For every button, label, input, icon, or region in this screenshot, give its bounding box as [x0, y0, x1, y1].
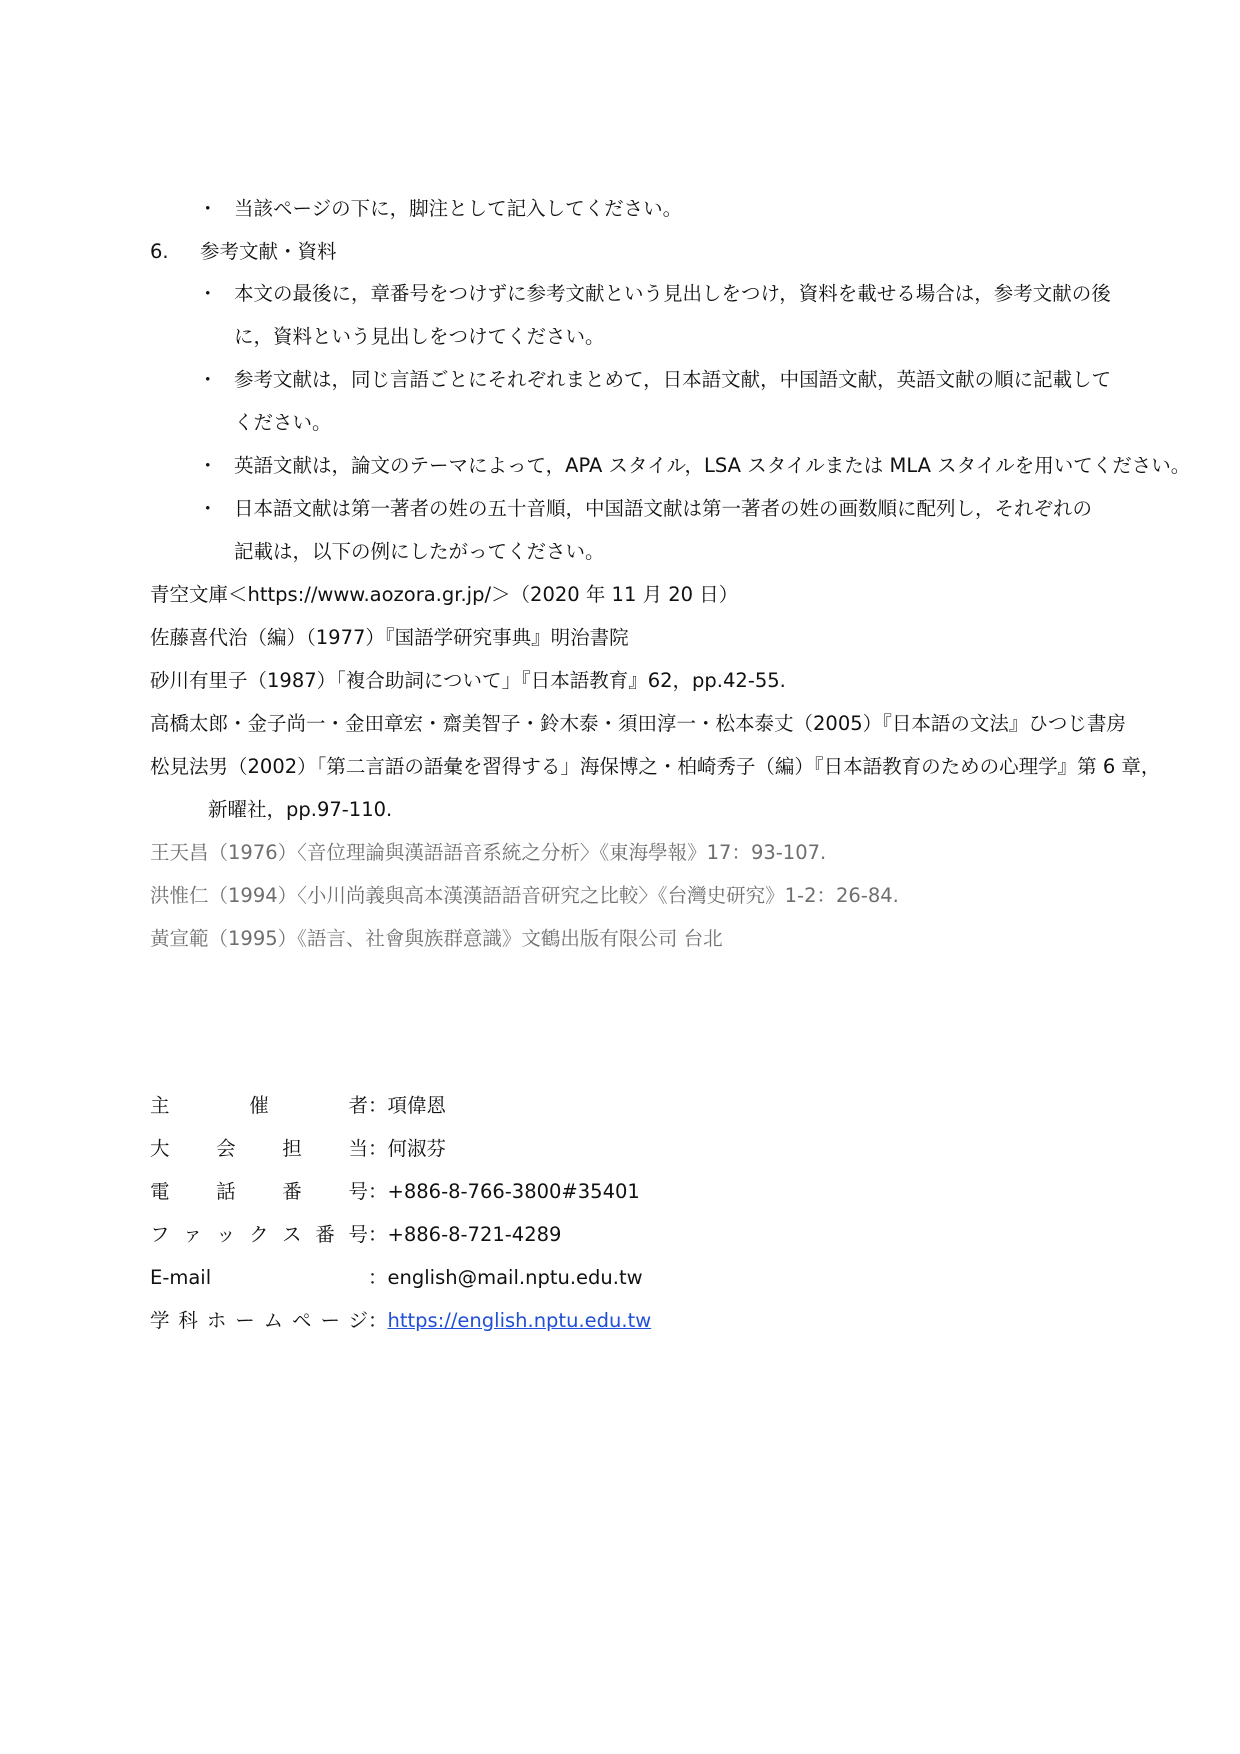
bullet-line: 参考文献は，同じ言語ごとにそれぞれまとめて，日本語文献，中国語文献，英語文献の順に記載して	[234, 368, 1112, 391]
contact-row-organizer: 主催者：項偉恩	[150, 1092, 446, 1120]
contact-value: +886-8-721-4289	[387, 1223, 562, 1246]
contact-value: +886-8-766-3800#35401	[387, 1180, 640, 1203]
contact-value: 何淑芬	[387, 1137, 447, 1160]
reference-entry: 高橋太郎・金子尚一・金田章宏・齋美智子・鈴木泰・須田淳一・松本泰丈（2005）『日本語の文法』ひつじ書房	[150, 712, 1126, 735]
bullet-line: 日本語文献は第一著者の姓の五十音順，中国語文献は第一著者の姓の画数順に配列し，それぞれの	[234, 497, 1093, 520]
contact-row-homepage: 学科ホームページ：https://english.nptu.edu.tw	[150, 1307, 651, 1335]
section-number: 6.	[150, 240, 169, 263]
chinese-reference-entry: 王天昌（1976）〈音位理論與漢語語音系統之分析〉《東海學報》17：93-107.	[150, 841, 827, 864]
contact-row-email: E-mail ：english@mail.nptu.edu.tw	[150, 1264, 643, 1292]
contact-row-fax: ファックス番号：+886-8-721-4289	[150, 1221, 561, 1249]
contact-row-phone: 電話番号：+886-8-766-3800#35401	[150, 1178, 640, 1206]
section-title: 参考文献・資料	[200, 240, 337, 263]
reference-entry: 佐藤喜代治（編）（1977）『国語学研究事典』明治書院	[150, 626, 629, 649]
bullet-line: 記載は，以下の例にしたがってください。	[234, 540, 605, 563]
bullet-line: に，資料という見出しをつけてください。	[234, 325, 605, 348]
reference-entry: 松見法男（2002）「第二言語の語彙を習得する」海保博之・柏崎秀子（編）『日本語教育のための心理学』第 6 章，	[150, 755, 1161, 778]
contact-label: 主催者	[150, 1094, 368, 1117]
footnote-instruction: 当該ページの下に，脚注として記入してください。	[234, 197, 683, 220]
reference-entry-continuation: 新曜社，pp.97-110.	[208, 798, 393, 821]
contact-value: english@mail.nptu.edu.tw	[387, 1266, 643, 1289]
reference-entry: 青空文庫＜https://www.aozora.gr.jp/＞（2020 年 11 月 20 日）	[150, 583, 739, 606]
contact-row-staff: 大会担当：何淑芬	[150, 1135, 446, 1163]
contact-label: ファックス番号	[150, 1223, 368, 1246]
contact-value: 項偉恩	[387, 1094, 447, 1117]
contact-label: 電話番号	[150, 1180, 368, 1203]
bullet-dot: ・	[198, 454, 218, 477]
bullet-dot: ・	[198, 197, 218, 220]
contact-label: E-mail	[150, 1266, 212, 1289]
bullet-line: ください。	[234, 411, 332, 434]
contact-label: 学科ホームページ	[150, 1309, 368, 1332]
contact-label: 大会担当	[150, 1137, 368, 1160]
reference-entry: 砂川有里子（1987）「複合助詞について」『日本語教育』62，pp.42-55.	[150, 669, 786, 692]
chinese-reference-entry: 洪惟仁（1994）〈小川尚義與高本漢漢語語音研究之比較〉《台灣史研究》1-2：26-84.	[150, 884, 899, 907]
bullet-line: 英語文献は，論文のテーマによって，APA スタイル，LSA スタイルまたは MLA スタイルを用いてください。	[234, 454, 1191, 477]
bullet-dot: ・	[198, 497, 218, 520]
bullet-dot: ・	[198, 282, 218, 305]
bullet-dot: ・	[198, 368, 218, 391]
chinese-reference-entry: 黃宣範（1995）《語言、社會與族群意識》文鶴出版有限公司 台北	[150, 927, 723, 950]
homepage-link[interactable]: https://english.nptu.edu.tw	[387, 1309, 652, 1332]
bullet-line: 本文の最後に，章番号をつけずに参考文献という見出しをつけ，資料を載せる場合は，参考文献の後	[234, 282, 1111, 305]
